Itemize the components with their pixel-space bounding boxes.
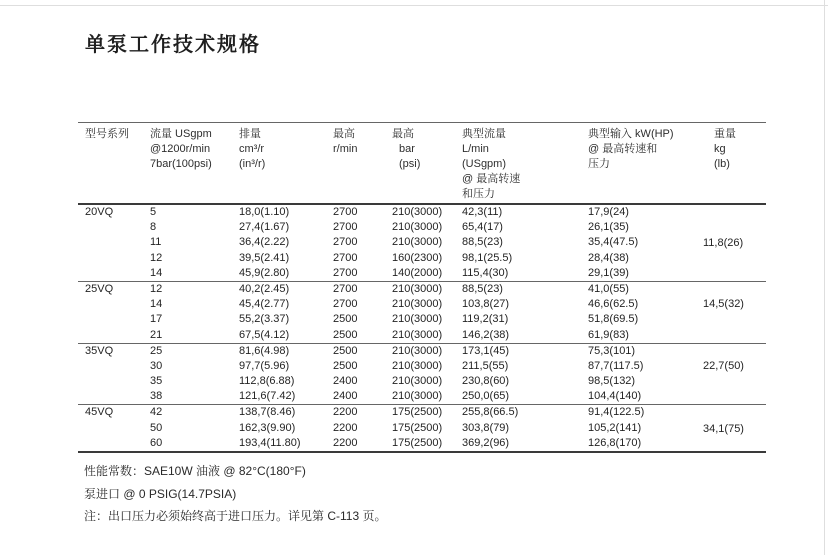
table-cell: 29,1(39) — [588, 266, 629, 279]
table-cell: 91,4(122.5) — [588, 406, 645, 419]
footnote-pump-inlet: 泵进口 @ 0 PSIG(14.7PSIA) — [84, 486, 237, 501]
table-cell: 45,9(2.80) — [239, 266, 290, 279]
header-typical-flow-line: 典型流量 — [462, 128, 506, 140]
table-cell: 210(3000) — [392, 390, 443, 403]
table-cell: 17,9(24) — [588, 206, 629, 218]
table-cell: 8 — [150, 221, 157, 234]
table-group-35VQ — [78, 344, 766, 405]
table-cell: 2500 — [333, 313, 358, 326]
table-cell: 250,0(65) — [462, 390, 510, 403]
table-cell: 210(3000) — [392, 375, 443, 388]
page-edge-top — [0, 5, 828, 6]
table-cell: 60 — [150, 436, 163, 449]
table-cell: 25 — [150, 344, 163, 357]
weight-value: 34,1(75) — [703, 423, 744, 436]
footnotes — [84, 460, 386, 528]
table-cell: 160(2300) — [392, 251, 443, 264]
table-cell: 162,3(9.90) — [239, 421, 296, 434]
weight-value: 11,8(26) — [703, 236, 744, 249]
table-cell: 2500 — [333, 328, 358, 341]
table-cell: 75,3(101) — [588, 344, 636, 357]
page-title: 单泵工作技术规格 — [85, 34, 261, 56]
model-label: 25VQ — [85, 282, 114, 295]
table-cell: 12 — [150, 251, 163, 264]
table-cell: 210(3000) — [392, 298, 443, 311]
table-cell: 115,4(30) — [462, 266, 509, 279]
table-cell: 12 — [150, 282, 163, 295]
table-cell: 2500 — [333, 344, 358, 357]
table-cell: 27,4(1.67) — [239, 221, 290, 234]
table-cell: 97,7(5.96) — [239, 359, 290, 372]
header-typical-flow — [462, 127, 588, 202]
table-cell: 35 — [150, 375, 163, 388]
model-label: 20VQ — [85, 206, 114, 218]
table-cell: 210(3000) — [392, 313, 443, 326]
header-displacement-line: 排量 — [239, 128, 261, 140]
table-cell: 173,1(45) — [462, 344, 510, 357]
table-cell: 11 — [150, 236, 162, 249]
header-weight-line: kg — [714, 143, 726, 155]
table-cell: 112,8(6.88) — [239, 375, 295, 388]
footnote-outlet-pressure-note: 注：出口压力必须始终高于进口压力。详见第 C-113 页。 — [84, 509, 387, 523]
table-cell: 126,8(170) — [588, 436, 642, 449]
table-cell: 2500 — [333, 359, 358, 372]
header-flow-line: 7bar(100psi) — [150, 158, 212, 170]
table-cell: 38 — [150, 390, 163, 403]
model-label: 45VQ — [85, 406, 114, 419]
table-cell: 65,4(17) — [462, 221, 503, 234]
table-cell: 2400 — [333, 375, 358, 388]
header-typical-flow-line: 和压力 — [462, 188, 495, 200]
header-displacement — [239, 127, 333, 202]
table-cell: 51,8(69.5) — [588, 313, 639, 326]
table-cell: 140(2000) — [392, 266, 443, 279]
table-cell: 210(3000) — [392, 328, 443, 341]
header-model-line: 型号系列 — [85, 128, 129, 140]
table-cell: 103,8(27) — [462, 298, 510, 311]
table-cell: 26,1(35) — [588, 221, 629, 234]
header-flow-line: @1200r/min — [150, 143, 211, 155]
table-cell: 98,5(132) — [588, 375, 636, 388]
header-typical-flow-line: @ 最高转速 — [462, 173, 521, 185]
header-flow-line: 流量 USgpm — [150, 128, 212, 140]
table-cell: 210(3000) — [392, 206, 443, 218]
table-cell: 81,6(4.98) — [239, 344, 290, 357]
weight-value: 22,7(50) — [703, 359, 744, 372]
header-max-speed-line: 最高 — [333, 128, 355, 140]
table-cell: 17 — [150, 313, 163, 326]
table-cell: 42,3(11) — [462, 206, 503, 218]
table-cell: 303,8(79) — [462, 421, 510, 434]
header-typical-flow-line: (USgpm) — [462, 158, 507, 170]
table-cell: 18,0(1.10) — [239, 206, 290, 218]
table-group-25VQ — [78, 282, 766, 343]
table-cell: 210(3000) — [392, 221, 443, 234]
table-cell: 193,4(11.80) — [239, 436, 301, 449]
table-cell: 2400 — [333, 390, 358, 403]
table-cell: 61,9(83) — [588, 328, 629, 341]
table-cell: 88,5(23) — [462, 282, 503, 295]
table-cell: 255,8(66.5) — [462, 406, 519, 419]
table-cell: 2700 — [333, 282, 358, 295]
table-cell: 88,5(23) — [462, 236, 503, 249]
table-cell: 30 — [150, 359, 163, 372]
header-max-speed — [333, 127, 392, 202]
header-displacement-line: (in³/r) — [239, 158, 266, 170]
table-cell: 210(3000) — [392, 359, 443, 372]
table-cell: 211,5(55) — [462, 359, 509, 372]
table-cell: 5 — [150, 206, 157, 218]
table-cell: 175(2500) — [392, 421, 443, 434]
header-typical-input-line: @ 最高转速和 — [588, 143, 658, 155]
table-cell: 28,4(38) — [588, 251, 629, 264]
table-cell: 2700 — [333, 221, 358, 234]
table-header-row — [78, 123, 766, 203]
spec-table-groups — [78, 205, 766, 453]
table-group-45VQ — [78, 405, 766, 451]
header-max-pressure-line: bar — [399, 143, 415, 155]
table-cell: 46,6(62.5) — [588, 298, 639, 311]
header-weight — [703, 127, 766, 202]
table-cell: 67,5(4.12) — [239, 328, 290, 341]
table-cell: 369,2(96) — [462, 436, 510, 449]
table-cell: 2700 — [333, 266, 358, 279]
table-cell: 230,8(60) — [462, 375, 510, 388]
table-cell: 146,2(38) — [462, 328, 510, 341]
table-bottom-rule — [78, 451, 766, 453]
table-cell: 119,2(31) — [462, 313, 509, 326]
footnote-performance-constants: 性能常数：SAE10W 油液 @ 82°C(180°F) — [84, 464, 306, 478]
table-cell: 39,5(2.41) — [239, 251, 290, 264]
table-cell: 14 — [150, 266, 163, 279]
header-max-speed-line: r/min — [333, 143, 358, 155]
table-cell: 45,4(2.77) — [239, 298, 290, 311]
weight-value: 14,5(32) — [703, 298, 744, 311]
header-max-pressure-line: (psi) — [399, 158, 421, 170]
table-cell: 87,7(117.5) — [588, 359, 644, 372]
table-cell: 2700 — [333, 236, 358, 249]
table-cell: 175(2500) — [392, 436, 443, 449]
table-cell: 121,6(7.42) — [239, 390, 296, 403]
table-cell: 36,4(2.22) — [239, 236, 290, 249]
table-cell: 41,0(55) — [588, 282, 629, 295]
table-cell: 98,1(25.5) — [462, 251, 513, 264]
table-cell: 138,7(8.46) — [239, 406, 296, 419]
table-cell: 21 — [150, 328, 163, 341]
header-typical-input-line: 压力 — [588, 158, 610, 170]
table-cell: 210(3000) — [392, 344, 443, 357]
table-cell: 2700 — [333, 251, 358, 264]
header-typical-input — [588, 127, 703, 202]
table-cell: 35,4(47.5) — [588, 236, 639, 249]
table-cell: 50 — [150, 421, 163, 434]
table-cell: 2200 — [333, 421, 358, 434]
table-cell: 104,4(140) — [588, 390, 642, 403]
table-cell: 55,2(3.37) — [239, 313, 290, 326]
header-max-pressure-line: 最高 — [392, 128, 414, 140]
header-typical-input-line: 典型输入 kW(HP) — [588, 128, 674, 140]
table-cell: 40,2(2.45) — [239, 282, 290, 295]
table-cell: 2700 — [333, 298, 358, 311]
model-label: 35VQ — [85, 344, 114, 357]
page-edge-right — [824, 0, 825, 555]
table-cell: 14 — [150, 298, 163, 311]
header-weight-line: (lb) — [714, 158, 730, 170]
header-flow — [150, 127, 239, 202]
table-cell: 210(3000) — [392, 282, 443, 295]
header-model — [78, 127, 150, 202]
table-cell: 105,2(141) — [588, 421, 642, 434]
table-cell: 42 — [150, 406, 163, 419]
table-cell: 2200 — [333, 406, 358, 419]
header-typical-flow-line: L/min — [462, 143, 489, 155]
spec-table — [78, 122, 766, 453]
table-cell: 210(3000) — [392, 236, 443, 249]
table-group-20VQ — [78, 205, 766, 281]
header-weight-line: 重量 — [714, 128, 736, 140]
header-max-pressure — [392, 127, 462, 202]
header-displacement-line: cm³/r — [239, 143, 265, 155]
table-cell: 2200 — [333, 436, 358, 449]
table-cell: 2700 — [333, 206, 358, 218]
table-cell: 175(2500) — [392, 406, 443, 419]
